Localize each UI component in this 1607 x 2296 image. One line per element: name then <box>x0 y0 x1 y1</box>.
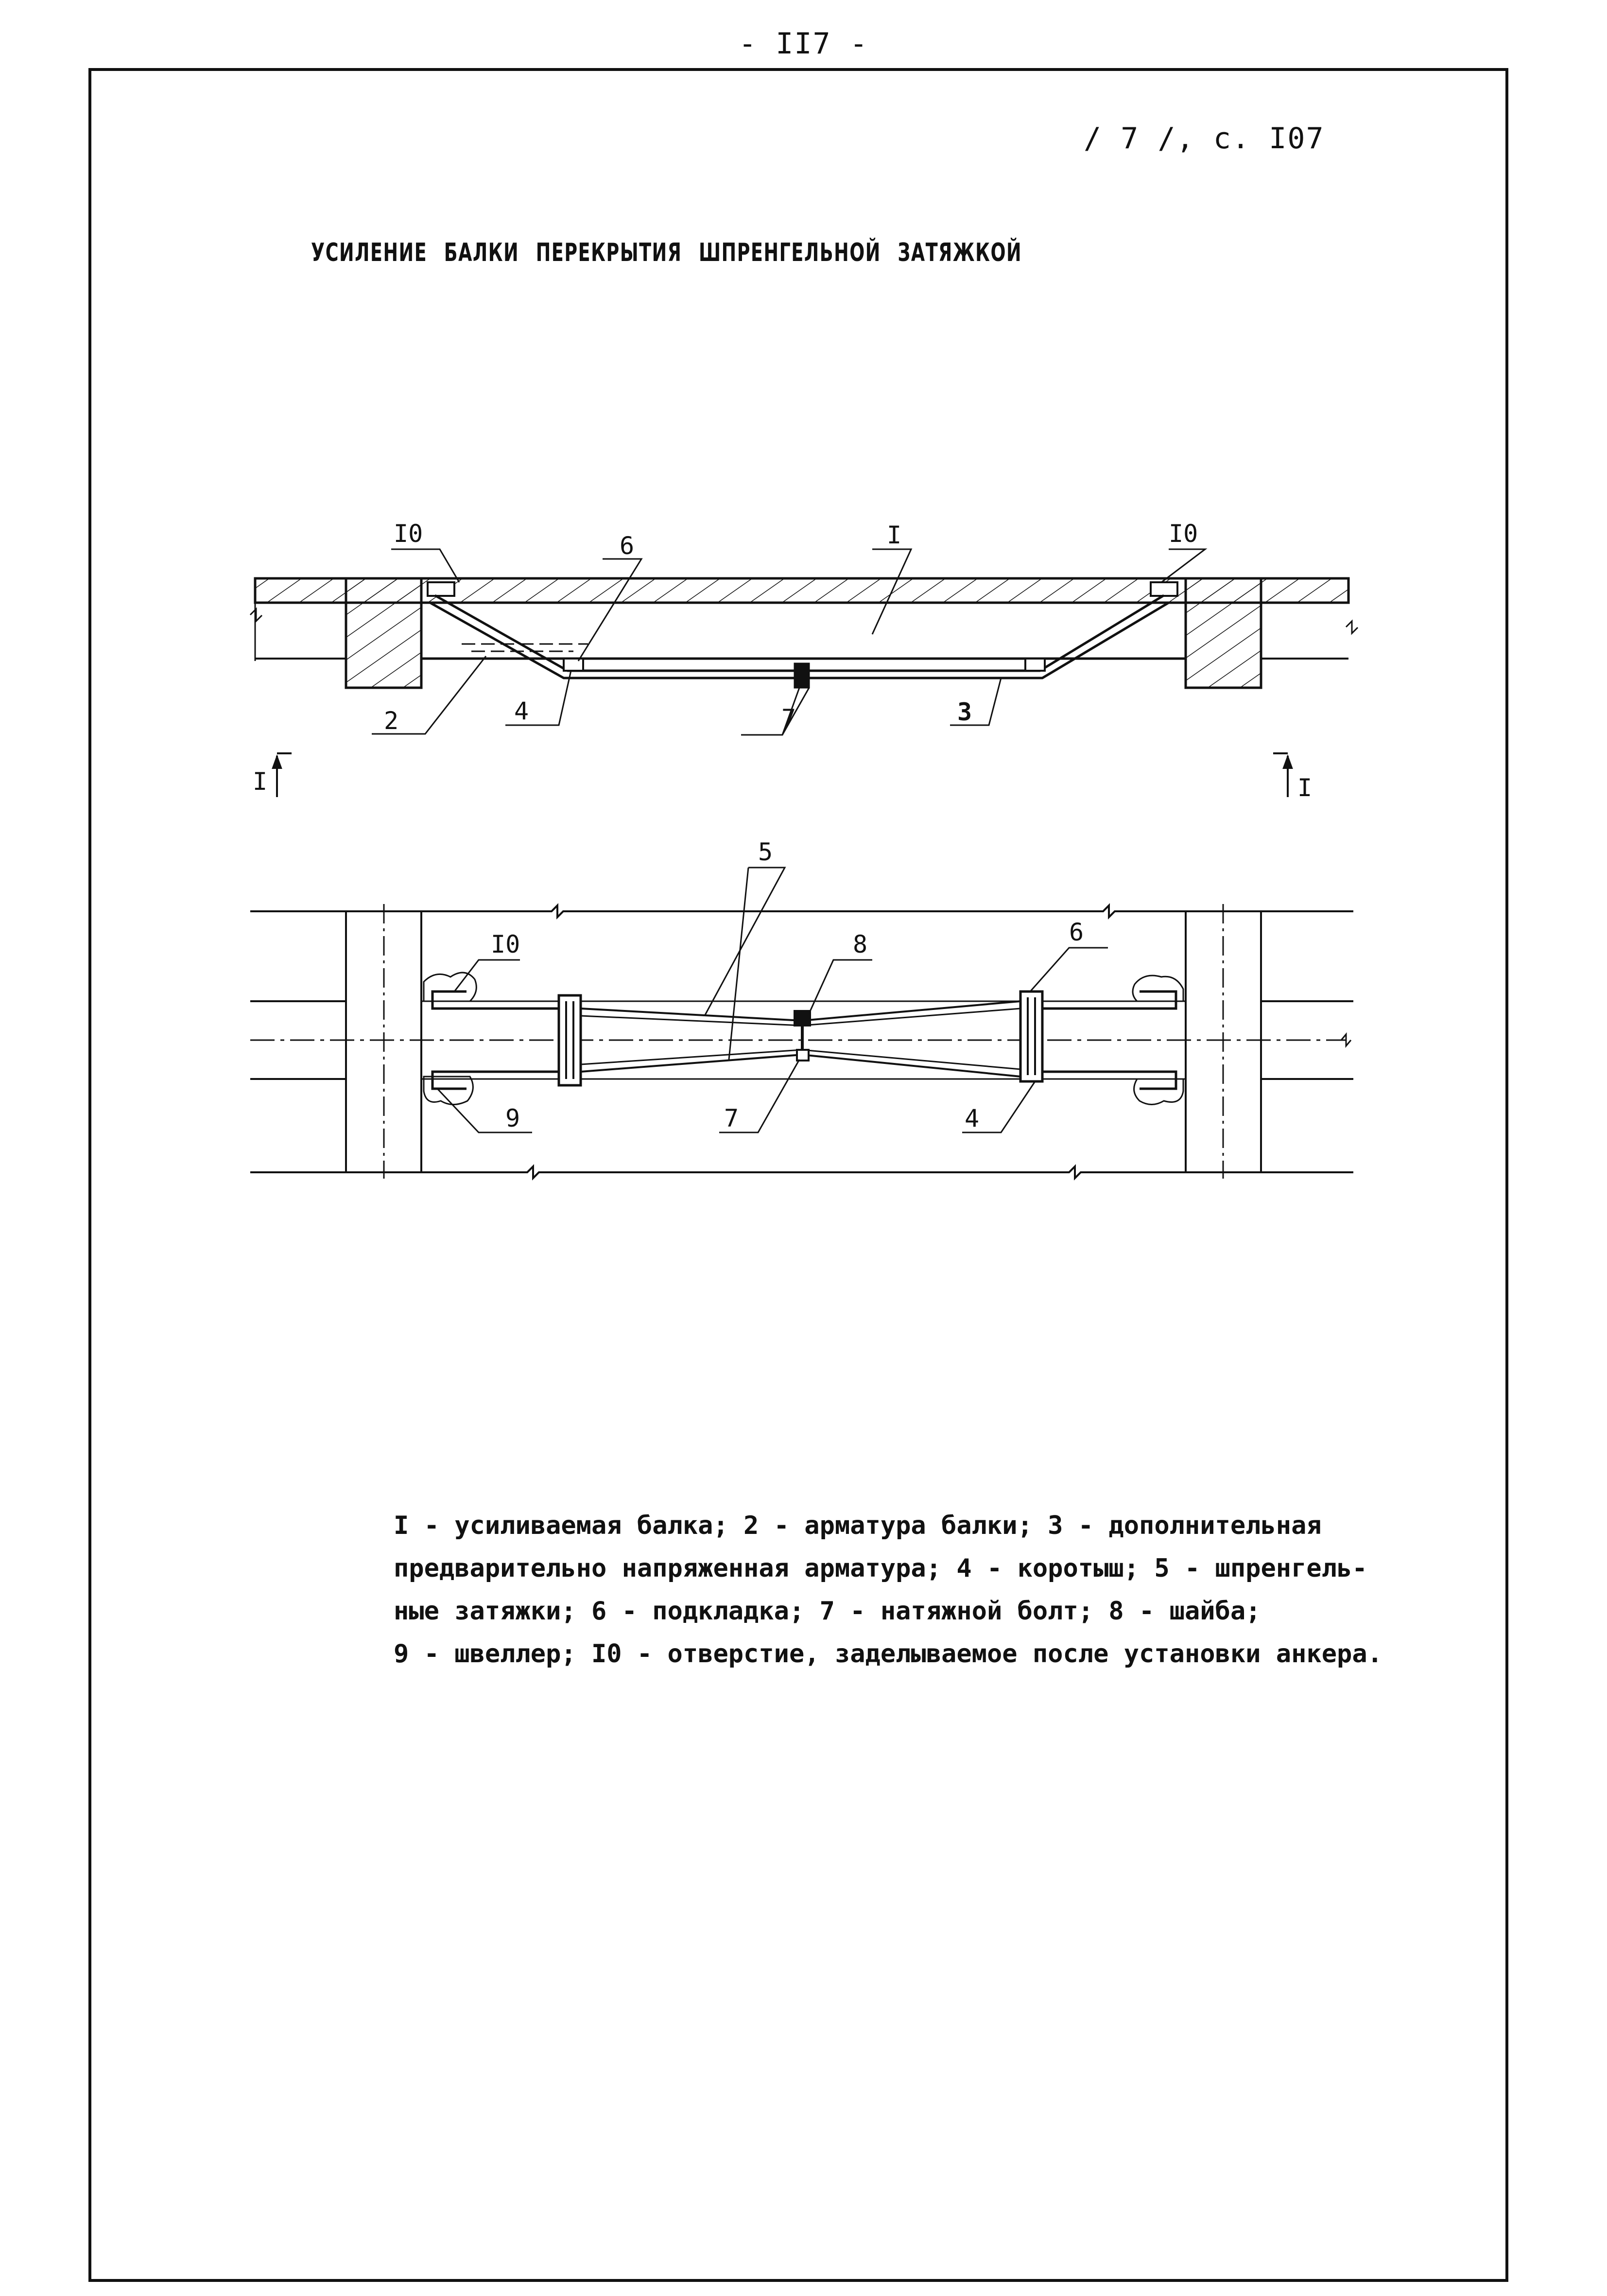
slab-left-break-mark <box>250 609 262 621</box>
label-10-right: I0 <box>1169 520 1198 548</box>
label-8: 8 <box>853 930 868 958</box>
tension-bolt-elevation <box>795 663 809 688</box>
leader-5 <box>705 868 785 1016</box>
channel-top-left <box>432 991 561 1009</box>
section-label-right: I <box>1297 774 1313 802</box>
short-bar-plan-right <box>1020 991 1042 1081</box>
leader-6-plan <box>1030 948 1108 991</box>
left-support-column <box>346 578 421 688</box>
leader-8 <box>809 960 872 1013</box>
label-10-plan: I0 <box>491 930 520 958</box>
legend-line-4: 9 - швеллер; I0 - отверстие, заделываемое после установки анкера. <box>394 1639 1382 1669</box>
anchor-hole-left <box>428 582 454 596</box>
label-10-left: I0 <box>394 520 423 548</box>
label-9: 9 <box>505 1104 520 1132</box>
tension-bolt-nut <box>797 1050 809 1061</box>
page-number: - II7 - <box>739 27 868 61</box>
label-5: 5 <box>758 838 773 866</box>
plan-labels <box>491 838 1084 1132</box>
label-3: 3 <box>957 698 972 726</box>
section-label-left: I <box>253 767 268 796</box>
short-bar-plan-left <box>559 995 581 1085</box>
label-7-elevation: 7 <box>781 704 796 732</box>
leader-6 <box>578 559 641 661</box>
elevation-view <box>250 549 1358 735</box>
label-7-plan: 7 <box>724 1104 739 1132</box>
section-mark-labels <box>253 767 1312 802</box>
elevation-labels <box>384 520 1198 735</box>
legend-line-3: ные затяжки; 6 - подкладка; 7 - натяжной болт; 8 - шайба; <box>394 1597 1261 1626</box>
leader-5-b <box>729 868 748 1060</box>
plan-top-edge <box>250 905 1353 917</box>
anchor-hole-right <box>1151 582 1177 596</box>
plan-bottom-edge <box>250 1166 1353 1178</box>
section-mark-right-arrow <box>1284 757 1292 768</box>
legend-line-1: I - усиливаемая балка; 2 - арматура балки; 3 - дополнительная <box>394 1511 1322 1540</box>
label-6-elevation: 6 <box>620 532 635 560</box>
right-support-column <box>1186 578 1261 688</box>
section-mark-left-arrow <box>273 757 281 768</box>
slab-right-break-mark <box>1346 621 1358 633</box>
reference-note: / 7 /, с. I07 <box>1084 122 1325 156</box>
leader-10-plan <box>454 960 520 991</box>
short-bar-right <box>1025 659 1045 671</box>
legend-line-2: предварительно напряженная арматура; 4 - коротыш; 5 - шпренгель- <box>394 1554 1367 1583</box>
plan-view <box>250 868 1353 1179</box>
label-2: 2 <box>384 707 399 735</box>
label-6-plan: 6 <box>1069 918 1084 946</box>
short-bar-left <box>564 659 583 671</box>
channel-bottom-right <box>1042 1072 1176 1089</box>
section-marks <box>273 753 1292 797</box>
channel-bottom-left <box>432 1072 561 1089</box>
drawing-title: УСИЛЕНИЕ БАЛКИ ПЕРЕКРЫТИЯ ШПРЕНГЕЛЬНОЙ ЗАТЯЖКОЙ <box>311 238 1022 267</box>
channel-top-right <box>1042 991 1176 1009</box>
label-4-plan: 4 <box>965 1104 980 1132</box>
legend <box>394 1504 1382 1675</box>
label-1: I <box>887 521 902 549</box>
label-4-elevation: 4 <box>514 697 529 725</box>
